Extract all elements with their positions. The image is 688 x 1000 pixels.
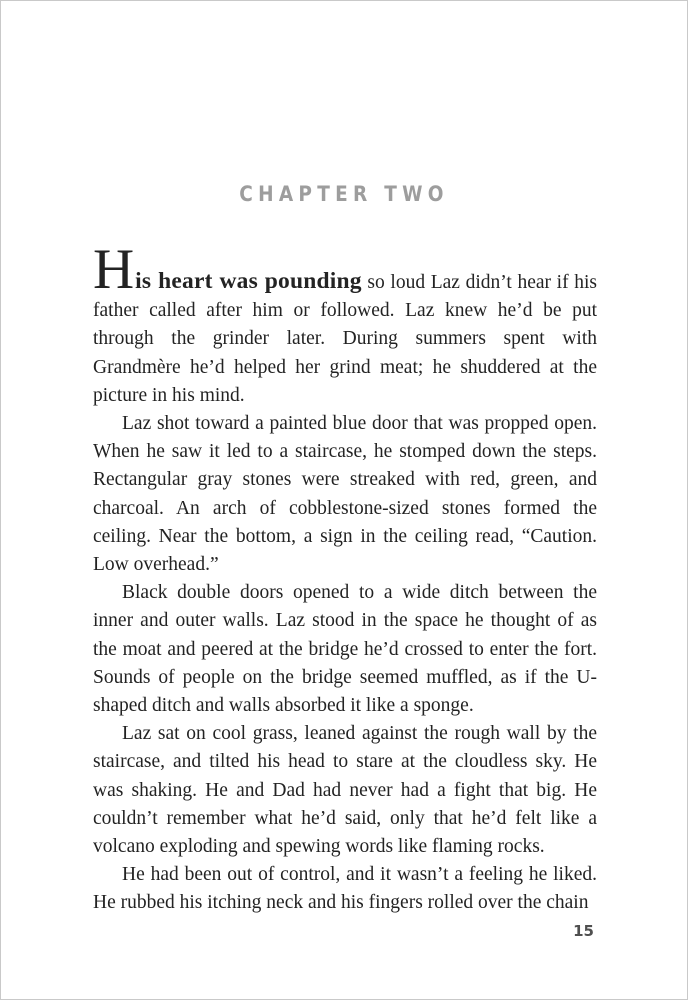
paragraph: Black double doors opened to a wide ditch between the inner and outer walls. Laz stood in the space he thought of as the moat and peered at the bridge he’d crossed to enter the fort. Sounds of people on the bridge seemed muffled, as if the U-shaped ditch and walls absorbed it like a sponge. bbox=[93, 582, 597, 717]
bold-lead-in: is heart was pounding bbox=[135, 268, 362, 294]
paragraph-opening bbox=[93, 238, 598, 410]
body-text bbox=[93, 238, 598, 918]
opening-text: so loud Laz didn’t hear if his father called after him or followed. Laz knew he’d be put through the grinder later. During summers spent with Grandmère he’d helped her grind meat; he shuddered at the picture in his mind. bbox=[93, 272, 598, 406]
initial-cap: H bbox=[93, 238, 136, 301]
paragraph: Laz shot toward a painted blue door that was propped open. When he saw it led to a staircase, he stomped down the steps. Rectangular gray stones were streaked with red, green, and charcoal. An arch of cobblestone-sized stones formed the ceiling. Near the bottom, a sign in the ceiling read, “Caution. Low overhead.” bbox=[93, 413, 597, 576]
page-number: 15 bbox=[573, 922, 594, 940]
chapter-title: CHAPTER TWO bbox=[239, 182, 449, 206]
paragraph: He had been out of control, and it wasn’t a feeling he liked. He rubbed his itching neck and his fingers rolled over the chain bbox=[93, 864, 597, 914]
paragraph: Laz sat on cool grass, leaned against the rough wall by the staircase, and tilted his head to stare at the cloudless sky. He was shaking. He and Dad had never had a fight that big. He couldn’t remember what he’d said, only that he’d felt like a volcano exploding and spewing words like flaming rocks. bbox=[93, 723, 597, 858]
